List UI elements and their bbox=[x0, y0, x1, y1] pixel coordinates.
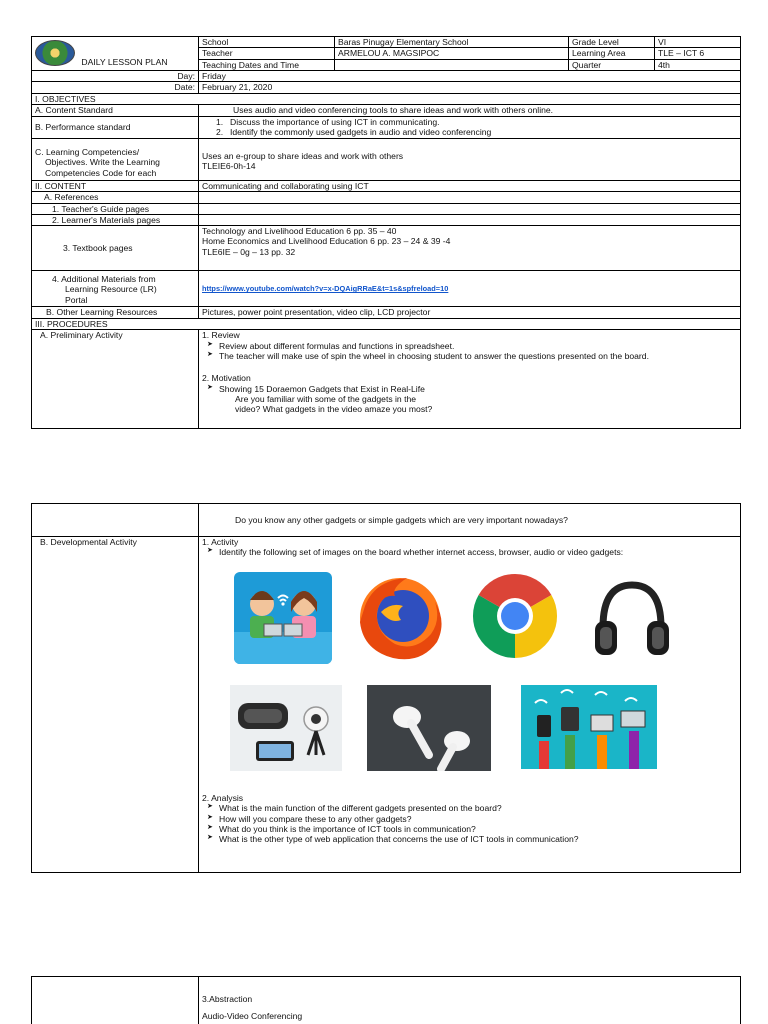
developmental-activity-value bbox=[199, 537, 741, 873]
chrome-logo-image bbox=[469, 570, 561, 662]
area-value: TLE – ICT 6 bbox=[655, 48, 741, 59]
hands-devices-icon bbox=[521, 685, 657, 769]
references-label: A. References bbox=[32, 192, 199, 203]
youtube-link[interactable]: https://www.youtube.com/watch?v=x-DQAigRRaE&t=1s&spfreload=10 bbox=[202, 284, 449, 294]
review-item: ➤ The teacher will make use of spin the wheel in choosing student to answer the questions presented on the board. bbox=[202, 351, 737, 361]
abstraction-heading: 3.Abstraction bbox=[202, 994, 253, 1004]
additional-materials-value bbox=[199, 271, 741, 307]
textbook-label: 3. Textbook pages bbox=[32, 226, 199, 271]
additional-materials-label: 4. Additional Materials from Learning Resource (LR) Portal bbox=[32, 271, 199, 307]
analysis-item: ➤ How will you compare these to any other gadgets? bbox=[202, 814, 722, 824]
quarter-label: Quarter bbox=[569, 59, 655, 70]
activity-item: ➤ Identify the following set of images on the board whether internet access, browser, audio or video gadgets: bbox=[202, 547, 737, 557]
abstraction-cell bbox=[199, 977, 741, 1024]
vr-headset-icon bbox=[230, 685, 342, 771]
kids-tablets-image bbox=[234, 572, 332, 664]
other-resources-label: B. Other Learning Resources bbox=[32, 307, 199, 319]
preliminary-activity-value bbox=[199, 330, 741, 429]
motivation-item: ➤ Showing 15 Doraemon Gadgets that Exist in Real-Life bbox=[202, 384, 737, 394]
plan-title: DAILY LESSON PLAN bbox=[81, 56, 168, 67]
dates-label: Teaching Dates and Time bbox=[199, 59, 335, 70]
competencies-label: C. Learning Competencies/ Objectives. Write the Learning Competencies Code for each bbox=[32, 138, 199, 180]
teachers-guide-label: 1. Teacher's Guide pages bbox=[32, 203, 199, 214]
analysis-item: ➤ What is the main function of the different gadgets presented on the board? bbox=[202, 803, 722, 813]
lesson-plan-table bbox=[31, 36, 741, 429]
internet-access-icon bbox=[234, 572, 332, 664]
headphones-image bbox=[591, 577, 673, 663]
day-label: Day: bbox=[32, 70, 199, 81]
hands-devices-image bbox=[521, 685, 657, 769]
content-standard-value: Uses audio and video conferencing tools to share ideas and work with others online. bbox=[199, 104, 741, 116]
firefox-icon bbox=[351, 572, 449, 664]
other-resources-value: Pictures, power point presentation, video clip, LCD projector bbox=[199, 307, 741, 319]
lesson-plan-table-2 bbox=[31, 503, 741, 873]
competencies-value: Uses an e-group to share ideas and work with others TLEIE6-0h-14 bbox=[199, 138, 741, 180]
vr-headset-image bbox=[230, 685, 342, 771]
review-heading: 1. Review bbox=[202, 330, 240, 341]
motivation-question: Are you familiar with some of the gadgets in the bbox=[235, 394, 417, 404]
lesson-plan-page-2 bbox=[31, 503, 740, 873]
date-value: February 21, 2020 bbox=[199, 82, 741, 93]
quarter-value: 4th bbox=[655, 59, 741, 70]
header-logo-cell bbox=[32, 37, 199, 71]
teacher-value: ARMELOU A. MAGSIPOC bbox=[335, 48, 569, 59]
performance-value bbox=[199, 116, 741, 138]
lesson-plan-page-3 bbox=[31, 976, 740, 1024]
grade-value: VI bbox=[655, 37, 741, 48]
content-value: Communicating and collaborating using ICT bbox=[199, 180, 741, 191]
earbuds-icon bbox=[367, 685, 491, 771]
performance-item: 2. Identify the commonly used gadgets in audio and video conferencing bbox=[216, 127, 492, 138]
chrome-icon bbox=[469, 570, 561, 662]
teacher-label: Teacher bbox=[199, 48, 335, 59]
performance-item: 1. Discuss the importance of using ICT in communicating. bbox=[216, 116, 440, 127]
textbook-value: Technology and Livelihood Education 6 pp. 35 – 40 Home Economics and Livelihood Education 6 pp. 23 – 24 & 39 -4 TLE6IE – 0g – 13 pp. 32 bbox=[199, 226, 741, 271]
learners-materials-label: 2. Learner's Materials pages bbox=[32, 214, 199, 225]
lesson-plan-page-1 bbox=[31, 36, 740, 429]
dates-value bbox=[335, 59, 569, 70]
analysis-item: ➤ What is the other type of web application that concerns the use of ICT tools in communication? bbox=[202, 834, 722, 844]
area-label: Learning Area bbox=[569, 48, 655, 59]
day-value: Friday bbox=[199, 70, 741, 81]
gadgets-question: Do you know any other gadgets or simple gadgets which are very important nowadays? bbox=[199, 504, 741, 537]
preliminary-activity-label: A. Preliminary Activity bbox=[32, 330, 199, 429]
review-item: ➤ Review about different formulas and functions in spreadsheet. bbox=[202, 341, 737, 351]
analysis-heading: 2. Analysis bbox=[202, 793, 244, 803]
developmental-activity-label: B. Developmental Activity bbox=[32, 537, 199, 873]
firefox-logo-image bbox=[351, 572, 449, 664]
motivation-question: video? What gadgets in the video amaze you most? bbox=[235, 404, 433, 415]
content-heading: II. CONTENT bbox=[32, 180, 199, 191]
performance-label: B. Performance standard bbox=[32, 116, 199, 138]
date-label: Date: bbox=[32, 82, 199, 93]
content-standard-label: A. Content Standard bbox=[32, 104, 199, 116]
school-label: School bbox=[199, 37, 335, 48]
motivation-heading: 2. Motivation bbox=[202, 373, 251, 384]
school-value: Baras Pinugay Elementary School bbox=[335, 37, 569, 48]
analysis-list bbox=[202, 803, 722, 844]
lesson-plan-table-3 bbox=[31, 976, 741, 1024]
school-seal-logo bbox=[35, 40, 75, 66]
objectives-heading: I. OBJECTIVES bbox=[32, 93, 741, 104]
abstraction-topic: Audio-Video Conferencing bbox=[202, 1011, 303, 1022]
analysis-item: ➤ What do you think is the importance of ICT tools in communication? bbox=[202, 824, 722, 834]
grade-label: Grade Level bbox=[569, 37, 655, 48]
headphones-icon bbox=[591, 577, 673, 663]
activity-heading: 1. Activity bbox=[202, 537, 239, 547]
earbuds-image bbox=[367, 685, 491, 771]
procedures-heading: III. PROCEDURES bbox=[32, 319, 741, 330]
